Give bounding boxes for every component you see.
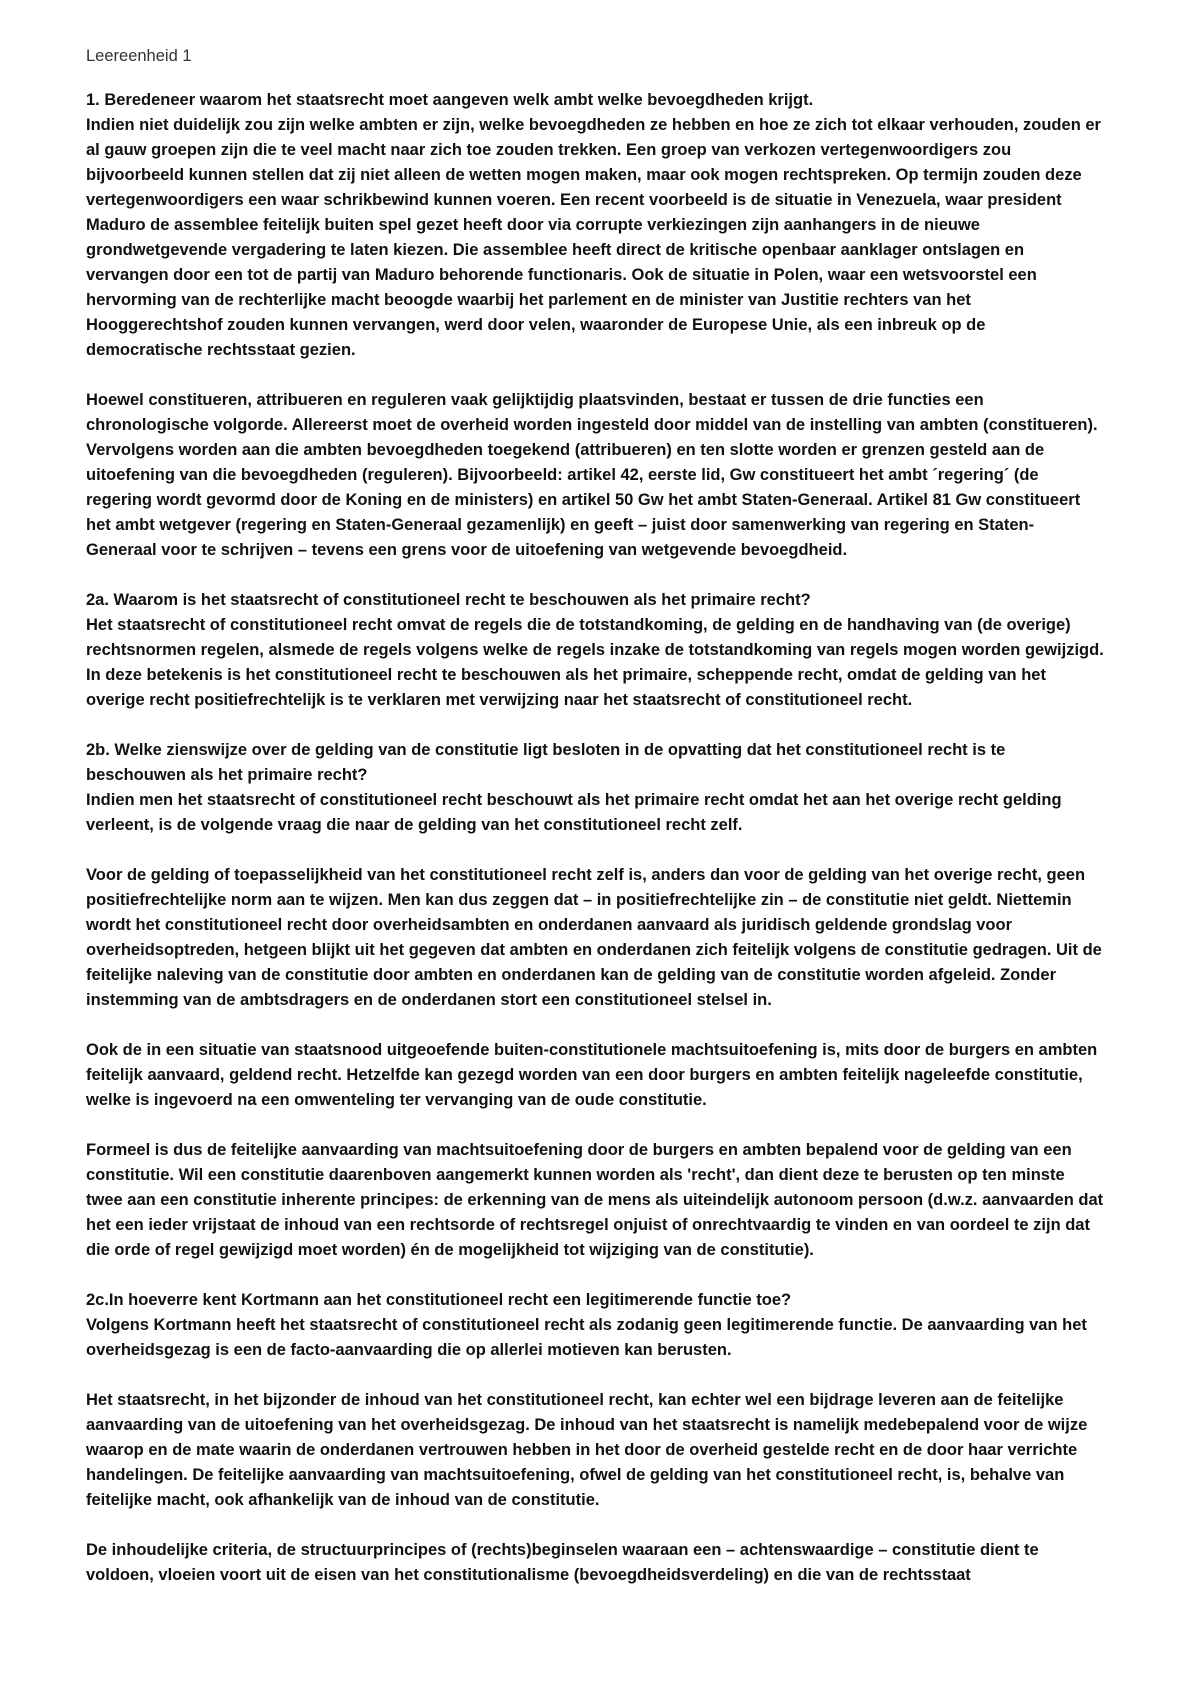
section-q2a	[86, 588, 1104, 713]
answer-2c-paragraph-3: De inhoudelijke criteria, de structuurprincipes of (rechts)beginselen waaraan een – achtenswaardige – constitutie dient te voldoen, vloeien voort uit de eisen van het constitutionalisme (bevoegdheidsverdeling) en die van de rechtsstaat	[86, 1541, 1039, 1584]
answer-2b-paragraph-2: Voor de gelding of toepasselijkheid van het constitutioneel recht zelf is, anders dan voor de gelding van het overige recht, geen positiefrechtelijke norm aan te wijzen. Men kan dus zeggen dat – in positiefrechtelijke zin – de constitutie niet geldt. Niettemin wordt het constitutioneel recht door overheidsambten en onderdanen aanvaard als juridisch geldende grondslag voor overheidsoptreden, hetgeen blijkt uit het gegeven dat ambten en onderdanen zich feitelijk volgens de constitutie gedragen. Uit de feitelijke naleving van de constitutie door ambten en onderdanen kan de gelding van de constitutie worden afgeleid. Zonder instemming van de ambtsdragers en de onderdanen stort een constitutioneel stelsel in.	[86, 866, 1102, 1009]
question-2a: 2a. Waarom is het staatsrecht of constitutioneel recht te beschouwen als het primaire recht?	[86, 591, 811, 609]
answer-2a: Het staatsrecht of constitutioneel recht omvat de regels die de totstandkoming, de gelding en de handhaving van (de overige) rechtsnormen regelen, alsmede de regels volgens welke de regels inzake de totstandkoming van regels mogen worden gewijzigd. In deze betekenis is het constitutioneel recht te beschouwen als het primaire, scheppende recht, omdat de gelding van het overige recht positiefrechtelijk is te verklaren met verwijzing naar het staatsrecht of constitutioneel recht.	[86, 616, 1104, 709]
answer-1: Indien niet duidelijk zou zijn welke ambten er zijn, welke bevoegdheden ze hebben en hoe ze zich tot elkaar verhouden, zouden er al gauw groepen zijn die te veel macht naar zich toe zouden trekken. Een groep van verkozen vertegenwoordigers zou bijvoorbeeld kunnen stellen dat zij niet alleen de wetten mogen maken, maar ook mogen rechtspreken. Op termijn zouden deze vertegenwoordigers een waar schrikbewind kunnen voeren. Een recent voorbeeld is de situatie in Venezuela, waar president Maduro de assemblee feitelijk buiten spel gezet heeft door via corrupte verkiezingen zijn aanhangers in de nieuwe grondwetgevende vergadering te laten kiezen. Die assemblee heeft direct de kritische openbaar aanklager ontslagen en vervangen door een tot de partij van Maduro behorende functionaris. Ook de situatie in Polen, waar een wetsvoorstel een hervorming van de rechterlijke macht beoogde waarbij het parlement en de minister van Justitie rechters van het Hooggerechtshof zouden kunnen vervangen, werd door velen, waaronder de Europese Unie, als een inbreuk op de democratische rechtsstaat gezien.	[86, 116, 1101, 359]
answer-2b-paragraph-4: Formeel is dus de feitelijke aanvaarding van machtsuitoefening door de burgers en ambten bepalend voor de gelding van een constitutie. Wil een constitutie daarenboven aangemerkt kunnen worden als 'recht', dan dient deze te berusten op ten minste twee aan een constitutie inherente principes: de erkenning van de mens als uiteindelijk autonoom persoon (d.w.z. aanvaarden dat het een ieder vrijstaat de inhoud van een rechtsorde of rechtsregel onjuist of onrechtvaardig te vinden en van oordeel te zijn dat die orde of regel gewijzigd moet worden) én de mogelijkheid tot wijziging van de constitutie).	[86, 1141, 1104, 1259]
question-2c: 2c.In hoeverre kent Kortmann aan het constitutioneel recht een legitimerende functie toe?	[86, 1291, 792, 1309]
document-title: Leereenheid 1	[86, 47, 192, 65]
section-q1	[86, 88, 1104, 363]
answer-2b: Indien men het staatsrecht of constitutioneel recht beschouwt als het primaire recht omdat het aan het overige recht gelding verleent, is de volgende vraag die naar de gelding van het constitutioneel recht zelf.	[86, 791, 1062, 834]
section-q2c	[86, 1288, 1104, 1363]
answer-2b-paragraph-3: Ook de in een situatie van staatsnood uitgeoefende buiten-constitutionele machtsuitoefening is, mits door de burgers en ambten feitelijk aanvaard, geldend recht. Hetzelfde kan gezegd worden van een door burgers en ambten feitelijk nageleefde constitutie, welke is ingevoerd na een omwenteling ter vervanging van de oude constitutie.	[86, 1041, 1098, 1109]
question-2b: 2b. Welke zienswijze over de gelding van de constitutie ligt besloten in de opvatting dat het constitutioneel recht is te beschouwen als het primaire recht?	[86, 741, 1006, 784]
answer-2c: Volgens Kortmann heeft het staatsrecht of constitutioneel recht als zodanig geen legitimerende functie. De aanvaarding van het overheidsgezag is een de facto-aanvaarding die op allerlei motieven kan berusten.	[86, 1316, 1087, 1359]
section-q2b	[86, 738, 1104, 838]
question-1: 1. Beredeneer waarom het staatsrecht moet aangeven welk ambt welke bevoegdheden krijgt.	[86, 91, 814, 109]
answer-1-paragraph-2: Hoewel constitueren, attribueren en reguleren vaak gelijktijdig plaatsvinden, bestaat er tussen de drie functies een chronologische volgorde. Allereerst moet de overheid worden ingesteld door middel van de instelling van ambten (constitueren). Vervolgens worden aan die ambten bevoegdheden toegekend (attribueren) en ten slotte worden er grenzen gesteld aan de uitoefening van die bevoegdheden (reguleren). Bijvoorbeeld: artikel 42, eerste lid, Gw constitueert het ambt ´regering´ (de regering wordt gevormd door de Koning en de ministers) en artikel 50 Gw het ambt Staten-Generaal. Artikel 81 Gw constitueert het ambt wetgever (regering en Staten-Generaal gezamenlijk) en geeft – juist door samenwerking van regering en Staten-Generaal voor te schrijven – tevens een grens voor de uitoefening van wetgevende bevoegdheid.	[86, 391, 1098, 559]
answer-2c-paragraph-2: Het staatsrecht, in het bijzonder de inhoud van het constitutioneel recht, kan echter wel een bijdrage leveren aan de feitelijke aanvaarding van de uitoefening van het overheidsgezag. De inhoud van het staatsrecht is namelijk medebepalend voor de wijze waarop en de mate waarin de onderdanen vertrouwen hebben in het door de overheid gestelde recht en de door haar verrichte handelingen. De feitelijke aanvaarding van machtsuitoefening, ofwel de gelding van het constitutioneel recht, is, behalve van feitelijke macht, ook afhankelijk van de inhoud van de constitutie.	[86, 1391, 1088, 1509]
